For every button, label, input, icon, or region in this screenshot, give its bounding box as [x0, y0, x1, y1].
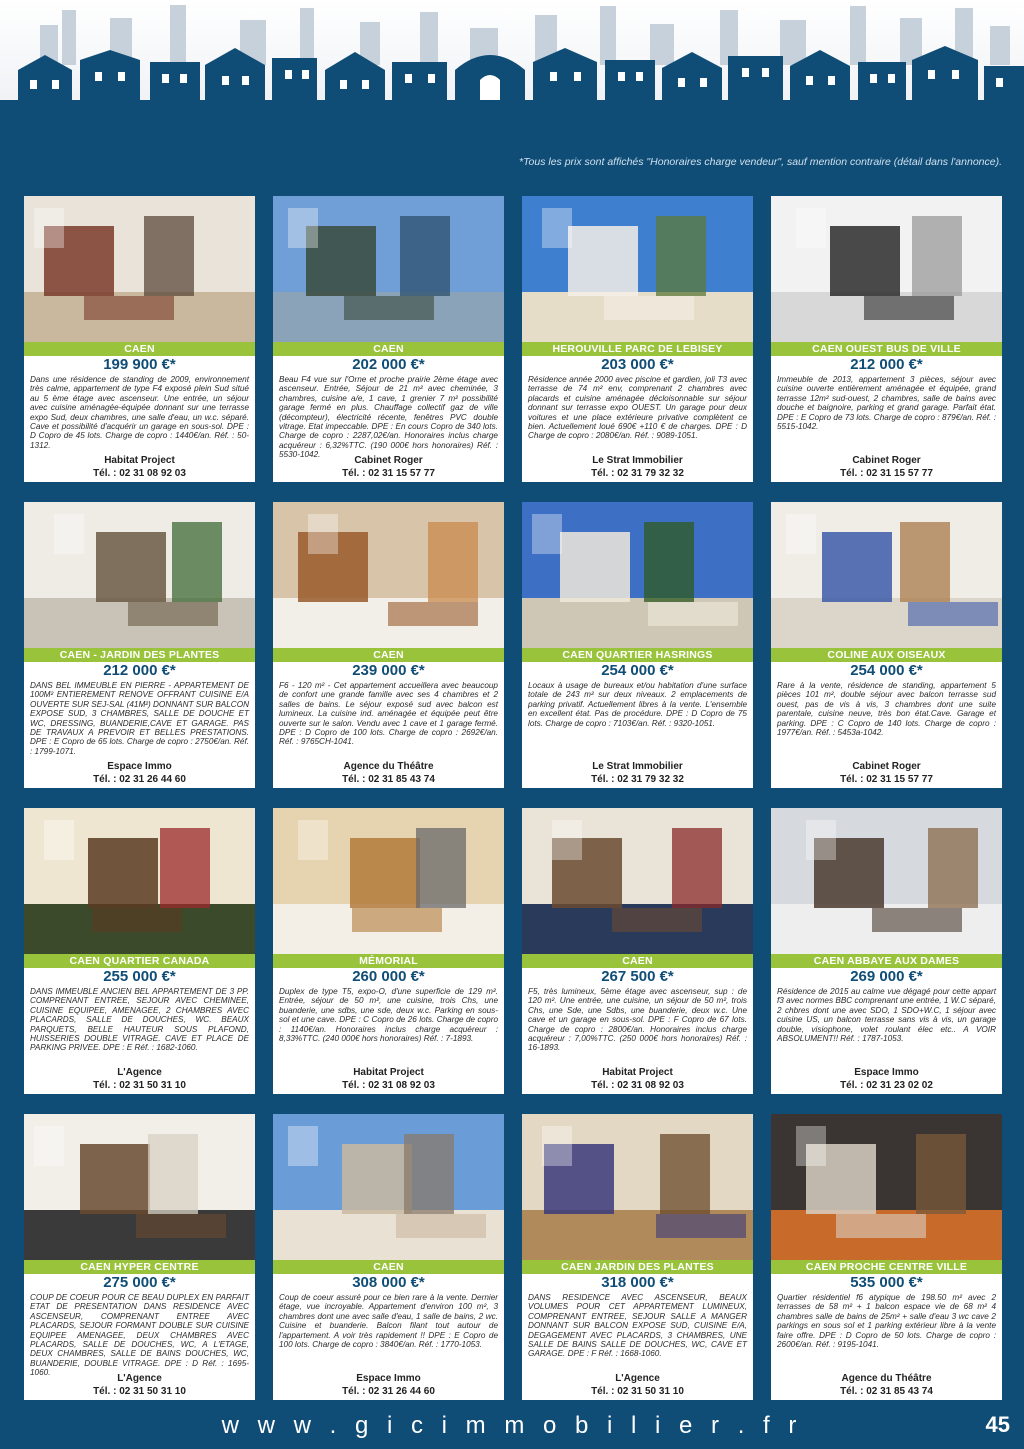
listing-agency: L'Agence [117, 1373, 162, 1384]
listing-phone[interactable]: Tél. : 02 31 85 43 74 [840, 1386, 933, 1397]
listing-photo[interactable] [24, 1114, 255, 1260]
listing-card[interactable] [24, 1114, 255, 1400]
fireplace-lounge-photo [771, 1114, 1002, 1260]
listing-location: CAEN [273, 648, 504, 662]
listing-agency: L'Agence [615, 1373, 660, 1384]
listing-phone[interactable]: Tél. : 02 31 26 44 60 [342, 1386, 435, 1397]
skyline-header [0, 0, 1024, 110]
listing-price: 318 000 €* [601, 1274, 674, 1291]
listing-description: Résidence de 2015 au calme vue dégagé pour cette appart f3 avec normes BBC comprenant une entrée, 1 W.C séparé, 2 chbres dont une avec SDO, 1 SDO+W.C, 1 séjour avec cuisine US, un balcon terrasse sans vis à vis, un garage double, visiophone, volet roulant élec etc.. A VOIR ABSOLUMENT!! Réf. : 1787-1053. [777, 987, 996, 1044]
listing-location: CAEN ABBAYE AUX DAMES [771, 954, 1002, 968]
listing-photo[interactable] [24, 502, 255, 648]
listing-description: DANS IMMEUBLE ANCIEN BEL APPARTEMENT DE 3 PP. COMPRENANT ENTREE, SEJOUR AVEC CHEMINEE, CUISINE EQUIPEE, AMENAGEE, 2 CHAMBRES AVEC PLACARDS, SALLE DE DOUCHES, WC. BEAUX PARQUETS, BELLE HAUTEUR SOUS PLAFOND, HUISSERIES DOUBLE VITRAGE. CAVE ET PLACE DE PARKING PRIVEE. DPE : E Réf. : 1682-1060. [30, 987, 249, 1053]
listing-photo[interactable] [771, 502, 1002, 648]
listing-price: 212 000 €* [103, 662, 176, 679]
listing-location: CAEN QUARTIER CANADA [24, 954, 255, 968]
listing-description: F6 - 120 m² - Cet appartement accueillera avec beaucoup de confort une grande famille avec ses 4 chambres et 2 salles de bains. Le séjour exposé sud avec balcon est lumineux. La cuisine ind. aménagée et équipée peut être ouverte sur le salon. Vendu avec 1 cave et 1 garage fermé. DPE : D Copro de 100 lots. Charge de copro : 2692€/an. Réf. : 9765CH-1041. [279, 681, 498, 747]
listing-photo[interactable] [771, 808, 1002, 954]
listing-agency: Cabinet Roger [852, 455, 921, 466]
listing-location: CAEN [522, 954, 753, 968]
listing-card[interactable] [273, 1114, 504, 1400]
listing-card[interactable] [771, 502, 1002, 788]
listing-agency: Habitat Project [353, 1067, 424, 1078]
listing-price: 260 000 €* [352, 968, 425, 985]
skyline-illustration [0, 0, 1024, 110]
listing-description: DANS BEL IMMEUBLE EN PIERRE - APPARTEMENT DE 100M² ENTIEREMENT RENOVE OFFRANT CUISINE E/A OUVERTE SUR SEJ-SAL (41M²) DONNANT SUR BALCON EXPOSE SUD, 3 CHAMBRES, SALLE DE DOUCHE ET WC, DRESSING, BUANDERIE,CAVE ET GARAGE. PAS DE TRAVAUX A PREVOIR ET BELLES PRESTATIONS. DPE : E Copro de 65 lots. Charge de copro : 2750€/an. Réf. : 1799-1071. [30, 681, 249, 756]
office-building-photo [522, 502, 753, 648]
listing-phone[interactable]: Tél. : 02 31 23 02 02 [840, 1080, 933, 1091]
listing-phone[interactable]: Tél. : 02 31 79 32 32 [591, 468, 684, 479]
listing-photo[interactable] [771, 1114, 1002, 1260]
listing-price: 269 000 €* [850, 968, 923, 985]
listing-location: MÉMORIAL [273, 954, 504, 968]
listing-price: 203 000 €* [601, 356, 674, 373]
listing-location: CAEN JARDIN DES PLANTES [522, 1260, 753, 1274]
listing-agency: Espace Immo [107, 761, 172, 772]
listing-card[interactable] [273, 502, 504, 788]
listing-description: Rare à la vente, résidence de standing, appartement 5 pièces 101 m², double séjour avec balcon terrasse sud ouest, pas de vis à vis, 3 chambres dont une suite parentale, cuisine neuve, très bon état.Cave. Garage et parking. DPE : C Copro de 140 lots. Charge de copro : 1977€/an. Réf. : 5453a-1042. [777, 681, 996, 738]
listing-location: CAEN [24, 342, 255, 356]
listing-price: 212 000 €* [850, 356, 923, 373]
listing-price: 275 000 €* [103, 1274, 176, 1291]
listing-agency: Agence du Théâtre [343, 761, 434, 772]
modern-facade-photo [771, 808, 1002, 954]
attic-living-room-photo [522, 808, 753, 954]
residence-building-photo [522, 196, 753, 342]
listing-photo[interactable] [24, 196, 255, 342]
empty-room-photo [273, 502, 504, 648]
listing-description: Locaux à usage de bureaux et/ou habitation d'une surface totale de 243 m² sur deux niveaux. 2 emplacements de parking privatif. Actuellement libres à la vente. L'ensemble en excellent état. Pas de procédure. DPE : D Copro de 75 lots. Charge de copro : 7103€/an. Réf. : 9320-1051. [528, 681, 747, 728]
blue-living-room-photo [771, 502, 1002, 648]
listing-photo[interactable] [522, 1114, 753, 1260]
listing-description: Quartier résidentiel f6 atypique de 198.50 m² avec 2 terrasses de 58 m² + 1 balcon espace vie de 68 m² 4 chambres salle de bains de 25m² + salle d'eau 3 wc cave 2 parkings en sous sol et 1 parking extérieur libre à la vente faire offre. DPE : D Copro de 50 lots. Charge de copro : 2600€/an. Réf. : 9195-1041. [777, 1293, 996, 1350]
living-room-plants-photo [24, 502, 255, 648]
listing-phone[interactable]: Tél. : 02 31 85 43 74 [342, 774, 435, 785]
listing-description: Dans une résidence de standing de 2009, environnement très calme, appartement de type F4 exposé plein Sud situé au 5 ème étage avec ascenseur. Une entrée, un séjour avec cuisine aménagée-équipée donnant sur une terrasse expo Sud, deux chambres, une salle d'eau, un w.c. séparé. Cave et possibilité d'acquérir un garage en sous-sol. DPE : D Copro de 45 lots. Charge de copro : 1440€/an. Réf. : 50-1312. [30, 375, 249, 450]
listing-description: F5, très lumineux, 5ème étage avec ascenseur, sup : de 120 m². Une entrée, une cuisine, un séjour de 50 m², trois Chs, une Sde, une Sdbs, une buanderie, deux w.c. Une cave et un garage en sous-sol. DPE : F Copro de 67 lots. Charge de copro : 2800€/an. Honoraires inclus charge acquéreur : 7,00%TTC. (250 000€ hors honoraires) Réf. : 16-1893. [528, 987, 747, 1053]
listing-price: 254 000 €* [850, 662, 923, 679]
listing-photo[interactable] [273, 196, 504, 342]
listing-description: Beau F4 vue sur l'Orne et proche prairie 2ème étage avec ascenseur. Entrée, Séjour de 21 m² avec cheminée, 3 chambres, cuisine a/e, 1 cave, 1 grenier 7 m² possibilité garage fermé en plus. Chauffage collectif gaz de ville (décompteur), électricité récente, fenêtres PVC double vitrage. Etat impeccable. DPE : En cours Copro de 340 lots. Charge de copro : 2287,02€/an. Honoraires inclus charge acquéreur : 6,32%TTC. (190 000€ hors honoraires) Réf. : 5530-1042. [279, 375, 498, 460]
listing-description: Duplex de type T5, expo-O, d'une superficie de 129 m². Entrée, séjour de 50 m², une cuisine, trois Chs, une buanderie, une sdbs, une sde, deux w.c. Parking en sous-sol et une cave. DPE : C Copro de 26 lots. Charge de copro : 1140€/an. Honoraires inclus charge acquéreur : 8,33%TTC. (240 000€ hors honoraires) Réf. : 7-1893. [279, 987, 498, 1044]
open-kitchen-photo [771, 196, 1002, 342]
listing-card[interactable] [24, 502, 255, 788]
listing-description: Résidence année 2000 avec piscine et gardien, joli T3 avec terrasse de 74 m² env, comprenant 2 chambres avec placards et cuisine aménagée décloisonnable sur séjour donnant sur terrasse expo OUEST. Un garage pour deux voitures et une place extérieure privative complètent ce bien. Actuellement loué 690€ +110 € de charges. DPE : D Charge de copro : 2080€/an. Réf. : 9089-1051. [528, 375, 747, 441]
river-view-photo [273, 196, 504, 342]
listing-agency: Espace Immo [356, 1373, 421, 1384]
bookshelf-salon-photo [522, 1114, 753, 1260]
listing-phone[interactable]: Tél. : 02 31 26 44 60 [93, 774, 186, 785]
listing-agency: Habitat Project [602, 1067, 673, 1078]
listing-photo[interactable] [273, 1114, 504, 1260]
listing-phone[interactable]: Tél. : 02 31 15 57 77 [840, 468, 933, 479]
listing-photo[interactable] [522, 196, 753, 342]
listing-card[interactable] [522, 808, 753, 1094]
listing-agency: Le Strat Immobilier [592, 761, 683, 772]
listing-description: Coup de coeur assuré pour ce bien rare à la vente. Dernier étage, vue incroyable. Appartement d'environ 100 m², 3 chambres dont une avec salle d'eau, 1 salle de bains, 2 wc. Cuisine et buanderie. Balcon filant tout autour de l'appartement. A voir très rapidement !! DPE : E Copro de 100 lots. Charge de copro : 3840€/an. Réf. : 1770-1053. [279, 1293, 498, 1350]
listing-card[interactable] [522, 1114, 753, 1400]
listing-price: 199 900 €* [103, 356, 176, 373]
listing-location: CAEN QUARTIER HASRINGS [522, 648, 753, 662]
listing-price: 308 000 €* [352, 1274, 425, 1291]
listing-location: CAEN [273, 1260, 504, 1274]
listing-location: CAEN OUEST BUS DE VILLE [771, 342, 1002, 356]
listing-card[interactable] [24, 808, 255, 1094]
kitchen-interior-photo [24, 196, 255, 342]
listing-phone[interactable]: Tél. : 02 31 08 92 03 [93, 468, 186, 479]
listing-price: 267 500 €* [601, 968, 674, 985]
listing-description: COUP DE COEUR POUR CE BEAU DUPLEX EN PARFAIT ETAT DE PRESENTATION DANS RESIDENCE AVEC ASCENSEUR, COMPRENANT ENTREE AVEC PLACARDS, SEJOUR FORMANT DOUBLE SUR CUISINE EQUIPEE AMENAGEE, DEUX CHAMBRES AVEC PLACARDS, SALLE DE DOUCHES, WC, A L'ETAGE, DEUX CHAMBRES, SALLE DE BAINS DOUCHES, WC, BUANDERIE, DOUBLE VITRAGE. DPE : D Réf. : 1695-1060. [30, 1293, 249, 1378]
listing-location: CAEN - JARDIN DES PLANTES [24, 648, 255, 662]
listing-location: CAEN HYPER CENTRE [24, 1260, 255, 1274]
listing-agency: Le Strat Immobilier [592, 455, 683, 466]
listing-card[interactable] [522, 196, 753, 482]
page-number: 45 [985, 1412, 1010, 1437]
listing-card[interactable] [771, 196, 1002, 482]
listing-photo[interactable] [24, 808, 255, 954]
listing-location: COLINE AUX OISEAUX [771, 648, 1002, 662]
listing-agency: Agence du Théâtre [841, 1373, 932, 1384]
listing-location: CAEN PROCHE CENTRE VILLE [771, 1260, 1002, 1274]
listing-price: 255 000 €* [103, 968, 176, 985]
bright-room-photo [273, 808, 504, 954]
listing-agency: Habitat Project [104, 455, 175, 466]
listing-card[interactable] [273, 196, 504, 482]
listing-agency: Cabinet Roger [354, 455, 423, 466]
listing-phone[interactable]: Tél. : 02 31 08 92 03 [342, 1080, 435, 1091]
listing-photo[interactable] [771, 196, 1002, 342]
city-view-photo [273, 1114, 504, 1260]
listing-phone[interactable]: Tél. : 02 31 15 57 77 [840, 774, 933, 785]
listing-photo[interactable] [273, 502, 504, 648]
listing-price: 202 000 €* [352, 356, 425, 373]
listing-card[interactable] [771, 808, 1002, 1094]
listing-price: 535 000 €* [850, 1274, 923, 1291]
listing-card[interactable] [24, 196, 255, 482]
listing-photo[interactable] [273, 808, 504, 954]
listing-agency: Espace Immo [854, 1067, 919, 1078]
listing-phone[interactable]: Tél. : 02 31 50 31 10 [591, 1386, 684, 1397]
listing-photo[interactable] [522, 808, 753, 954]
listing-phone[interactable]: Tél. : 02 31 15 57 77 [342, 468, 435, 479]
listing-price: 254 000 €* [601, 662, 674, 679]
listing-description: Immeuble de 2013, appartement 3 pièces, séjour avec cuisine ouverte entièrement aménagée et équipée, grand terrasse 12m² sud-ouest, 2 chambres, salle de bains avec douche et baignoire, parking et grand garage. Parfait état. DPE : E Copro de 73 lots. Charge de copro : 879€/an. Réf. : 5515-1042. [777, 375, 996, 432]
price-notice: *Tous les prix sont affichés "Honoraires charge vendeur", sauf mention contraire (détail dans l'annonce). [519, 156, 1002, 168]
listing-location: HEROUVILLE PARC DE LEBISEY [522, 342, 753, 356]
listing-card[interactable] [522, 502, 753, 788]
listing-agency: L'Agence [117, 1067, 162, 1078]
listing-card[interactable] [771, 1114, 1002, 1400]
listing-location: CAEN [273, 342, 504, 356]
classic-living-room-photo [24, 808, 255, 954]
library-living-room-photo [24, 1114, 255, 1260]
listing-phone[interactable]: Tél. : 02 31 79 32 32 [591, 774, 684, 785]
listing-agency: Cabinet Roger [852, 761, 921, 772]
listing-phone[interactable]: Tél. : 02 31 50 31 10 [93, 1386, 186, 1397]
listing-description: DANS RESIDENCE AVEC ASCENSEUR, BEAUX VOLUMES POUR CET APPARTEMENT LUMINEUX, COMPRENANT ENTREE, SEJOUR SALLE A MANGER DONNANT SUR BALCON EXPOSE SUD, CUISINE E/A, DEGAGEMENT AVEC PLACARDS, 3 CHAMBRES, UNE SALLE DE BAINS SALLE DE DOUCHES, WC, CAVE ET GARAGE. DPE : F Réf. : 1668-1060. [528, 1293, 747, 1359]
listing-phone[interactable]: Tél. : 02 31 08 92 03 [591, 1080, 684, 1091]
listing-phone[interactable]: Tél. : 02 31 50 31 10 [93, 1080, 186, 1091]
website-url[interactable]: w w w . g i c i m m o b i l i e r . f r [221, 1412, 803, 1439]
listing-price: 239 000 €* [352, 662, 425, 679]
listing-photo[interactable] [522, 502, 753, 648]
listing-card[interactable] [273, 808, 504, 1094]
